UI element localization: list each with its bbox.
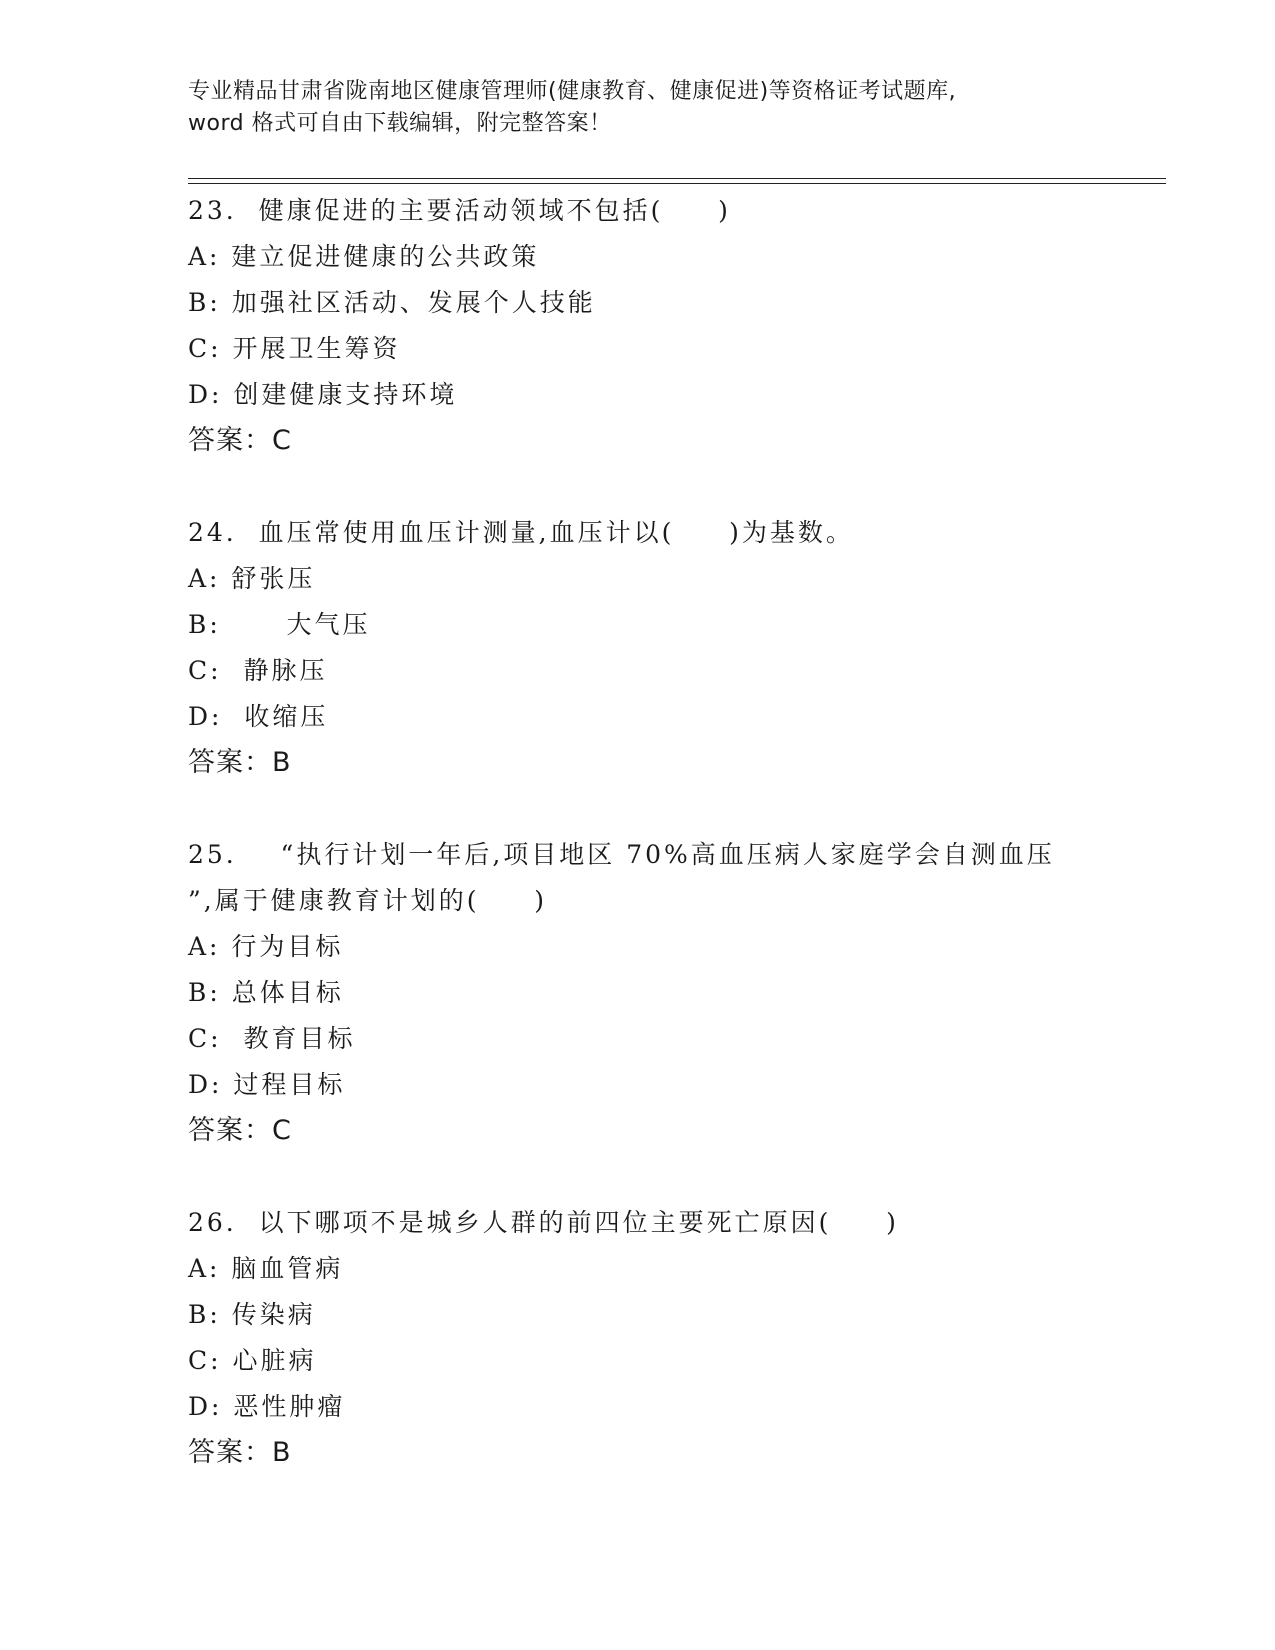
question-stem: 23. 健康促进的主要活动领域不包括( ) <box>188 196 731 225</box>
question-stem: 26. 以下哪项不是城乡人群的前四位主要死亡原因( ) <box>188 1208 899 1237</box>
answer-text: 答案：B <box>188 1437 292 1468</box>
option-d: D: 创建健康支持环境 <box>188 380 458 409</box>
answer-text: 答案：B <box>188 747 292 778</box>
option-c: C: 教育目标 <box>188 1024 356 1053</box>
option-d: D: 收缩压 <box>188 702 329 731</box>
question-24 <box>188 510 1148 786</box>
document-header <box>188 76 1088 140</box>
option-a: A: 行为目标 <box>188 932 344 961</box>
question-23 <box>188 188 1148 464</box>
answer-text: 答案：C <box>188 425 292 456</box>
option-d: D: 过程目标 <box>188 1070 346 1099</box>
option-a: A: 脑血管病 <box>188 1254 344 1283</box>
question-stem-line-2: ”,属于健康教育计划的( ) <box>188 886 547 915</box>
option-b: B: 加强社区活动、发展个人技能 <box>188 288 596 317</box>
option-d: D: 恶性肿瘤 <box>188 1392 346 1421</box>
option-c: C: 开展卫生筹资 <box>188 334 401 363</box>
question-stem-line-1: 25. “执行计划一年后,项目地区 70%高血压病人家庭学会自测血压 <box>188 840 1055 869</box>
header-line-2: word 格式可自由下载编辑，附完整答案！ <box>188 111 612 136</box>
option-b: B: 大气压 <box>188 610 371 639</box>
option-c: C: 静脉压 <box>188 656 328 685</box>
question-25 <box>188 832 1148 1154</box>
option-b: B: 总体目标 <box>188 978 344 1007</box>
header-divider-top <box>188 178 1166 179</box>
answer-text: 答案：C <box>188 1115 292 1146</box>
option-b: B: 传染病 <box>188 1300 316 1329</box>
question-26 <box>188 1200 1148 1476</box>
option-c: C: 心脏病 <box>188 1346 317 1375</box>
option-a: A: 舒张压 <box>188 564 316 593</box>
question-stem: 24. 血压常使用血压计测量,血压计以( )为基数。 <box>188 518 854 547</box>
option-a: A: 建立促进健康的公共政策 <box>188 242 540 271</box>
header-line-1: 专业精品甘肃省陇南地区健康管理师(健康教育、健康促进)等资格证考试题库, <box>188 79 957 104</box>
header-divider-bottom <box>188 183 1166 184</box>
